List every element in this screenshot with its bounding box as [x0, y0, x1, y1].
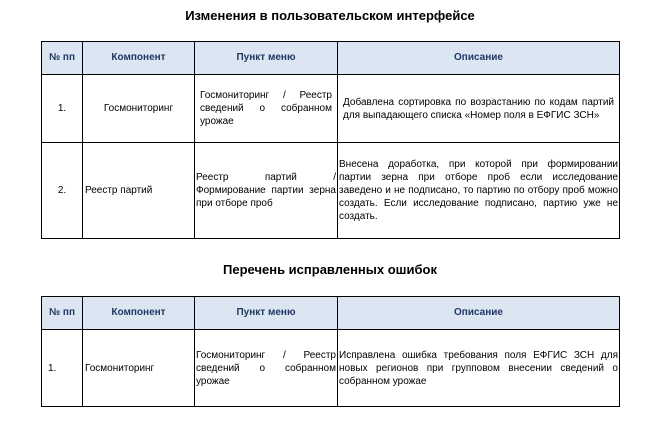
row-component: Госмониторинг: [83, 75, 195, 143]
header-menu: Пункт меню: [195, 42, 338, 75]
header-description: Описание: [338, 42, 620, 75]
section1-title: Изменения в пользовательском интерфейсе: [185, 8, 475, 23]
section2-title: Перечень исправленных ошибок: [223, 262, 437, 277]
row-num: 1.: [42, 75, 83, 143]
header-component: Компонент: [83, 42, 195, 75]
table-row: [42, 143, 620, 239]
row-menu: Реестр партий / Формирование партии зерна при отборе проб: [195, 143, 338, 239]
fixes-table-header-row: [42, 297, 620, 330]
changes-table: [41, 41, 620, 239]
row-component: Реестр партий: [83, 143, 195, 239]
row-menu: Госмониторинг / Реестр сведений о собранном урожае: [195, 330, 338, 407]
row-num: 2.: [42, 143, 83, 239]
header-description: Описание: [338, 297, 620, 330]
header-menu: Пункт меню: [195, 297, 338, 330]
row-num: 1.: [42, 330, 83, 407]
table-row: [42, 75, 620, 143]
header-num: № пп: [42, 297, 83, 330]
row-description: Внесена доработка, при которой при формировании партии зерна при отборе проб если исследование заведено и не подписано, то партию по отбору проб можно создать. Если исследование подписано, партию уже не создать.: [338, 143, 620, 239]
row-description: Добавлена сортировка по возрастанию по кодам партий для выпадающего списка «Номер поля в ЕФГИС ЗСН»: [338, 75, 620, 143]
header-component: Компонент: [83, 297, 195, 330]
table-row: [42, 330, 620, 407]
row-component: Госмониторинг: [83, 330, 195, 407]
header-num: № пп: [42, 42, 83, 75]
row-menu: Госмониторинг / Реестр сведений о собранном урожае: [195, 75, 338, 143]
row-description: Исправлена ошибка требования поля ЕФГИС ЗСН для новых регионов при групповом внесении сведений о собранном урожае: [338, 330, 620, 407]
fixes-table: [41, 296, 620, 407]
changes-table-header-row: [42, 42, 620, 75]
